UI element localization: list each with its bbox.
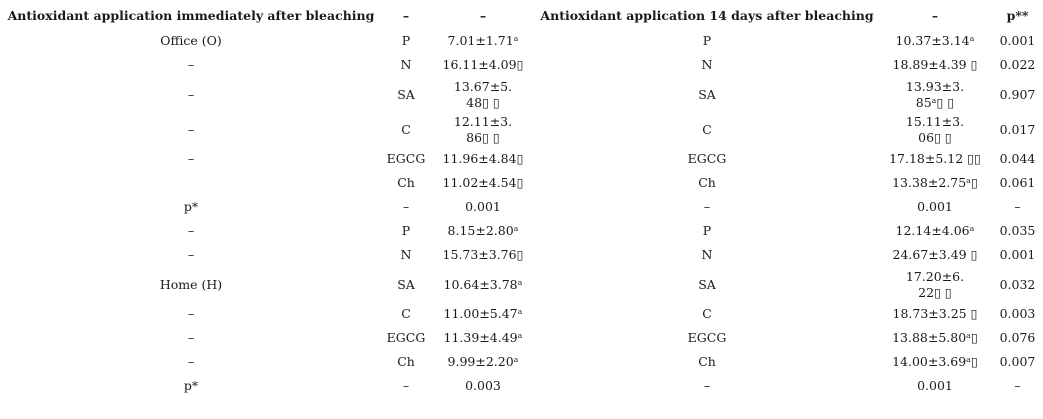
value-immediate-cell: 9.99±2.20ᵃ	[447, 354, 519, 369]
agent-14d-cell: Ch	[698, 354, 716, 369]
group-cell: –	[187, 121, 195, 137]
agent-14d-cell: SA	[698, 276, 716, 292]
value-immediate-cell: 11.39±4.49ᵃ	[443, 330, 523, 345]
table-row	[0, 29, 1043, 53]
group-cell: –	[187, 247, 195, 262]
group-cell: –	[187, 57, 195, 72]
value-14d-cell: 15.11±3. 06▯ ▯	[905, 113, 965, 145]
value-14d-cell: 13.88±5.80ᵃ▯	[892, 330, 978, 345]
value-immediate-cell: 0.003	[465, 378, 501, 393]
group-cell: –	[187, 151, 195, 166]
p-value-cell: 0.001	[999, 247, 1036, 262]
value-immediate-cell: 0.001	[465, 199, 501, 214]
agent-14d-cell: P	[702, 33, 712, 48]
agent-cell: N	[400, 57, 412, 72]
agent-14d-cell: N	[701, 57, 713, 72]
value-14d-cell: 13.38±2.75ᵃ▯	[892, 175, 978, 190]
group-cell: Home (H)	[159, 276, 223, 292]
agent-cell: N	[400, 247, 412, 262]
table-row	[0, 219, 1043, 243]
results-table	[0, 3, 1043, 398]
agent-14d-cell: C	[702, 306, 712, 321]
header-row	[0, 3, 1043, 29]
value-immediate-cell: 11.00±5.47ᵃ	[443, 306, 523, 321]
group-cell: –	[187, 354, 195, 369]
value-immediate-cell: 16.11±4.09▯	[442, 57, 524, 72]
header-dash-3: –	[931, 8, 939, 23]
header-p-value: p**	[1006, 8, 1029, 23]
table-row	[0, 267, 1043, 302]
agent-14d-cell: SA	[698, 86, 716, 102]
p-value-cell: 0.076	[999, 330, 1036, 345]
value-immediate-cell: 12.11±3. 86▯ ▯	[453, 113, 513, 145]
p-value-cell: 0.003	[999, 306, 1036, 321]
value-14d-cell: 24.67±3.49 ▯	[892, 247, 978, 262]
table-row	[0, 350, 1043, 374]
agent-cell: Ch	[397, 354, 415, 369]
table-row	[0, 195, 1043, 219]
agent-cell: –	[402, 199, 410, 214]
table-row	[0, 374, 1043, 398]
agent-14d-cell: EGCG	[687, 330, 727, 345]
group-cell: p*	[183, 378, 199, 393]
group-cell: –	[187, 223, 195, 238]
agent-cell: –	[402, 378, 410, 393]
value-14d-cell: 13.93±3. 85ᵃ▯ ▯	[905, 78, 965, 110]
table-body	[0, 29, 1043, 398]
group-cell: –	[187, 86, 195, 102]
value-14d-cell: 0.001	[917, 199, 953, 214]
header-dash-1: –	[402, 8, 410, 23]
table-row	[0, 53, 1043, 77]
header-14-days: Antioxidant application 14 days after bleaching	[540, 8, 874, 23]
table-row	[0, 77, 1043, 112]
value-14d-cell: 0.001	[917, 378, 953, 393]
header-immediate: Antioxidant application immediately after bleaching	[7, 8, 375, 23]
value-immediate-cell: 8.15±2.80ᵃ	[447, 223, 519, 238]
header-dash-2: –	[479, 8, 487, 23]
p-value-cell: 0.001	[999, 33, 1036, 48]
value-immediate-cell: 11.02±4.54▯	[442, 175, 524, 190]
p-value-cell: 0.017	[999, 121, 1036, 137]
group-cell: –	[187, 330, 195, 345]
agent-cell: P	[401, 33, 411, 48]
table-row	[0, 147, 1043, 171]
value-immediate-cell: 13.67±5. 48▯ ▯	[453, 78, 513, 110]
value-14d-cell: 18.89±4.39 ▯	[892, 57, 978, 72]
table-row	[0, 171, 1043, 195]
p-value-cell: 0.044	[999, 151, 1036, 166]
value-14d-cell: 18.73±3.25 ▯	[892, 306, 978, 321]
agent-cell: SA	[397, 276, 415, 292]
p-value-cell: 0.007	[999, 354, 1036, 369]
group-cell	[0, 171, 382, 195]
table-row	[0, 243, 1043, 267]
value-14d-cell: 17.18±5.12 ▯▯	[889, 151, 981, 166]
p-value-cell: 0.907	[999, 86, 1036, 102]
agent-14d-cell: EGCG	[687, 151, 727, 166]
value-immediate-cell: 15.73±3.76▯	[442, 247, 524, 262]
agent-14d-cell: Ch	[698, 175, 716, 190]
agent-14d-cell: P	[702, 223, 712, 238]
group-cell: Office (O)	[160, 33, 222, 48]
agent-cell: P	[401, 223, 411, 238]
agent-cell: Ch	[397, 175, 415, 190]
agent-cell: EGCG	[386, 330, 426, 345]
value-14d-cell: 14.00±3.69ᵃ▯	[892, 354, 978, 369]
agent-14d-cell: –	[703, 378, 711, 393]
table-row	[0, 302, 1043, 326]
agent-cell: SA	[397, 86, 415, 102]
table-row	[0, 326, 1043, 350]
agent-14d-cell: –	[703, 199, 711, 214]
agent-cell: EGCG	[386, 151, 426, 166]
value-14d-cell: 17.20±6. 22▯ ▯	[905, 268, 965, 300]
agent-14d-cell: C	[702, 121, 712, 137]
p-value-cell: –	[1014, 199, 1021, 214]
p-value-cell: 0.022	[999, 57, 1036, 72]
table-row	[0, 112, 1043, 147]
value-14d-cell: 12.14±4.06ᵃ	[895, 223, 975, 238]
p-value-cell: 0.035	[999, 223, 1036, 238]
value-14d-cell: 10.37±3.14ᵃ	[895, 33, 975, 48]
value-immediate-cell: 11.96±4.84▯	[442, 151, 524, 166]
agent-14d-cell: N	[701, 247, 713, 262]
p-value-cell: –	[1014, 378, 1021, 393]
value-immediate-cell: 10.64±3.78ᵃ	[443, 276, 523, 292]
table-header	[0, 3, 1043, 29]
group-cell: –	[187, 306, 195, 321]
value-immediate-cell: 7.01±1.71ᵃ	[447, 33, 519, 48]
agent-cell: C	[401, 121, 411, 137]
p-value-cell: 0.061	[999, 175, 1036, 190]
group-cell: p*	[183, 199, 199, 214]
p-value-cell: 0.032	[999, 276, 1036, 292]
agent-cell: C	[401, 306, 411, 321]
